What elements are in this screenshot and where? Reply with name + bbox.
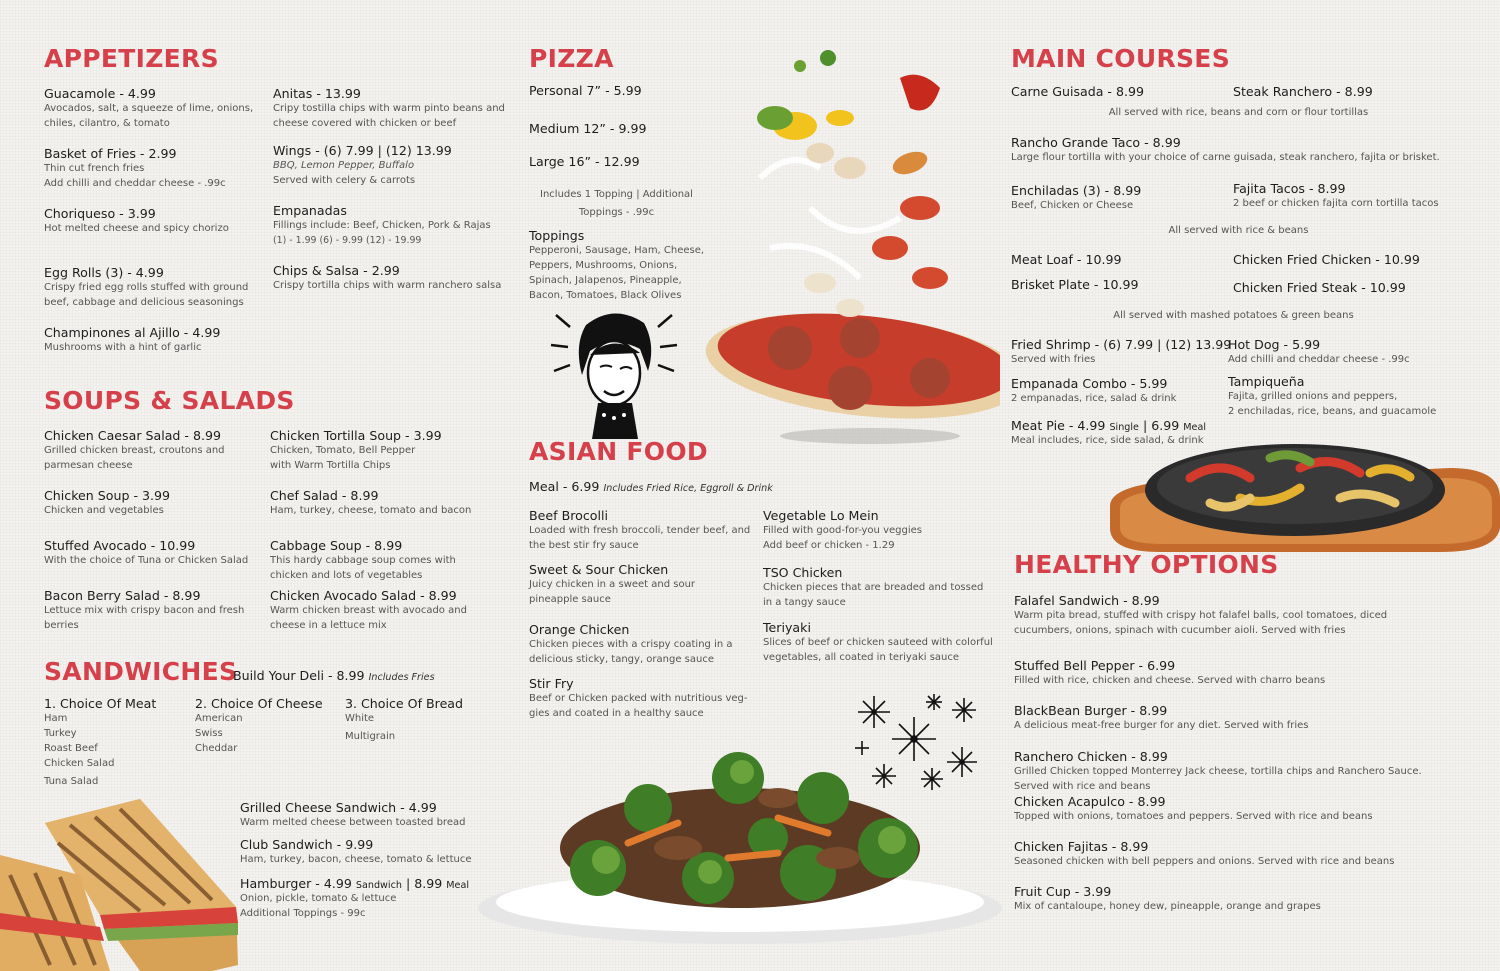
menu-item-chicken-fried-chicken: Chicken Fried Chicken - 10.99 bbox=[1233, 252, 1420, 267]
item-desc: Juicy chicken in a sweet and sour pineapple sauce bbox=[529, 579, 696, 605]
item-desc: This hardy cabbage soup comes with chicken and lots of vegetables bbox=[270, 555, 456, 581]
item-desc: Beef or Chicken packed with nutritious veg- gies and coated in a healthy sauce bbox=[529, 693, 748, 719]
pizza-size-personal: Personal 7” - 5.99 bbox=[529, 83, 642, 98]
menu-item-meat-loaf: Meat Loaf - 10.99 bbox=[1011, 252, 1122, 267]
menu-item-cabbage-soup bbox=[270, 538, 470, 583]
menu-item-chef-salad bbox=[270, 488, 505, 518]
main-courses-heading: MAIN COURSES bbox=[1011, 44, 1230, 73]
item-name: Fajita Tacos - 8.99 bbox=[1233, 181, 1346, 196]
list-item: Tuna Salad bbox=[44, 776, 99, 787]
price-sandwich: Hamburger - 4.99 bbox=[240, 876, 352, 891]
choice-title: 2. Choice Of Cheese bbox=[195, 696, 323, 711]
menu-item-ranchero-chicken bbox=[1014, 749, 1454, 794]
menu-item-stir-fry bbox=[529, 676, 749, 721]
menu-item-carne-guisada: Carne Guisada - 8.99 bbox=[1011, 84, 1145, 99]
pizza-heading: PIZZA bbox=[529, 44, 614, 73]
menu-item-steak-ranchero: Steak Ranchero - 8.99 bbox=[1233, 84, 1373, 99]
menu-item-chicken-soup bbox=[44, 488, 249, 518]
size-label: Sandwich bbox=[355, 880, 402, 891]
item-name: Fruit Cup - 3.99 bbox=[1014, 884, 1112, 899]
meal-note: Includes Fried Rice, Eggroll & Drink bbox=[603, 483, 773, 494]
menu-item-egg-rolls bbox=[44, 265, 254, 310]
item-desc: Grilled chicken breast, croutons and parmesan cheese bbox=[44, 445, 225, 471]
menu-item-tampiquena bbox=[1228, 374, 1468, 419]
item-name: Champinones al Ajillo - 4.99 bbox=[44, 325, 221, 340]
meal-price: Meal - 6.99 bbox=[529, 479, 600, 494]
item-prices: (1) - 1.99 (6) - 9.99 (12) - 19.99 bbox=[273, 235, 422, 246]
item-name: Bacon Berry Salad - 8.99 bbox=[44, 588, 201, 603]
item-desc: Mushrooms with a hint of garlic bbox=[44, 342, 202, 353]
item-desc: Chicken pieces with a crispy coating in a delicious sticky, tangy, orange sauce bbox=[529, 639, 733, 665]
appetizers-heading: APPETIZERS bbox=[44, 44, 219, 73]
item-desc: Served with rice and beans bbox=[1014, 781, 1151, 792]
item-desc: Lettuce mix with crispy bacon and fresh berries bbox=[44, 605, 245, 631]
menu-item-empanadas bbox=[273, 203, 505, 248]
served-note: All served with rice & beans bbox=[1168, 225, 1309, 236]
item-name: Egg Rolls (3) - 4.99 bbox=[44, 265, 164, 280]
menu-item-caesar-salad bbox=[44, 428, 249, 473]
item-desc: Add chilli and cheddar cheese - .99c bbox=[44, 178, 226, 189]
menu-item-lo-mein bbox=[763, 508, 998, 553]
item-name: Chef Salad - 8.99 bbox=[270, 488, 379, 503]
item-name: Guacamole - 4.99 bbox=[44, 86, 156, 101]
menu-item-rancho-grande-taco bbox=[1011, 135, 1471, 165]
menu-item-chicken-fried-steak: Chicken Fried Steak - 10.99 bbox=[1233, 280, 1406, 295]
pizza-topping-note: Includes 1 Topping | Additional bbox=[540, 189, 693, 200]
item-name bbox=[240, 876, 500, 891]
item-name: Sweet & Sour Chicken bbox=[529, 562, 669, 577]
item-desc: Slices of beef or chicken sauteed with colorful vegetables, all coated in teriyaki sauce bbox=[763, 637, 993, 663]
sandwiches-heading: SANDWICHES bbox=[44, 657, 238, 686]
item-name: Choriqueso - 3.99 bbox=[44, 206, 156, 221]
item-name: Hot Dog - 5.99 bbox=[1228, 337, 1321, 352]
list-item: Ham bbox=[44, 713, 68, 724]
menu-item-chips-salsa bbox=[273, 263, 505, 293]
build-your-deli bbox=[233, 668, 435, 683]
choice-title: 1. Choice Of Meat bbox=[44, 696, 157, 711]
menu-item-choriqueso bbox=[44, 206, 254, 236]
served-note: All served with rice, beans and corn or flour tortillas bbox=[1108, 107, 1369, 118]
item-name: Chicken Tortilla Soup - 3.99 bbox=[270, 428, 442, 443]
menu-item-teriyaki bbox=[763, 620, 995, 665]
item-desc: Crispy tortilla chips with warm ranchero salsa bbox=[273, 280, 502, 291]
menu-item-chicken-avocado-salad bbox=[270, 588, 475, 633]
item-name: Stir Fry bbox=[529, 676, 574, 691]
item-desc: Grilled Chicken topped Monterrey Jack cheese, tortilla chips and Ranchero Sauce. bbox=[1014, 766, 1422, 777]
toppings-title: Toppings bbox=[529, 228, 585, 243]
item-name: Rancho Grande Taco - 8.99 bbox=[1011, 135, 1181, 150]
price-meal: | 8.99 bbox=[405, 876, 443, 891]
item-name: Chips & Salsa - 2.99 bbox=[273, 263, 400, 278]
menu-item-fries bbox=[44, 146, 254, 191]
item-desc: Crispy fried egg rolls stuffed with ground beef, cabbage and delicious seasonings bbox=[44, 282, 249, 308]
choice-of-meat bbox=[44, 696, 156, 789]
healthy-options-heading: HEALTHY OPTIONS bbox=[1014, 550, 1279, 579]
size-label: Meal bbox=[1183, 422, 1207, 433]
menu-item-hot-dog bbox=[1228, 337, 1463, 367]
menu-item-club-sandwich bbox=[240, 837, 500, 867]
list-item: White bbox=[345, 713, 375, 724]
item-desc: A delicious meat-free burger for any diet. Served with fries bbox=[1014, 720, 1309, 731]
list-item: Cheddar bbox=[195, 743, 238, 754]
item-name: Empanada Combo - 5.99 bbox=[1011, 376, 1168, 391]
item-desc: Served with celery & carrots bbox=[273, 175, 416, 186]
item-desc: Add beef or chicken - 1.29 bbox=[763, 540, 895, 551]
pizza-size-medium: Medium 12” - 9.99 bbox=[529, 121, 647, 136]
item-desc: Warm pita bread, stuffed with crispy hot falafel balls, cool tomatoes, diced cucumbers, onions, spinach with cucumber aioli. Served with fries bbox=[1014, 610, 1388, 636]
item-desc: Thin cut french fries bbox=[44, 163, 145, 174]
item-desc: Fajita, grilled onions and peppers, bbox=[1228, 391, 1398, 402]
size-label: Single bbox=[1109, 422, 1139, 433]
menu-item-fruit-cup bbox=[1014, 884, 1454, 914]
toppings-list: Pepperoni, Sausage, Ham, Cheese, Peppers, Mushrooms, Onions, Spinach, Jalapenos, Pineapple, Bacon, Tomatoes, Black Olives bbox=[529, 245, 705, 301]
item-name: Teriyaki bbox=[763, 620, 811, 635]
list-item: Multigrain bbox=[345, 731, 396, 742]
item-desc: Large flour tortilla with your choice of carne guisada, steak ranchero, fajita or brisket. bbox=[1011, 152, 1440, 163]
menu-item-stuffed-bell-pepper bbox=[1014, 658, 1454, 688]
item-desc: Seasoned chicken with bell peppers and onions. Served with rice and beans bbox=[1014, 856, 1395, 867]
price-single: Meat Pie - 4.99 bbox=[1011, 418, 1106, 433]
menu-item-sweet-sour-chicken bbox=[529, 562, 729, 607]
list-item: Turkey bbox=[44, 728, 77, 739]
item-desc: Loaded with fresh broccoli, tender beef, and the best stir fry sauce bbox=[529, 525, 751, 551]
item-desc: 2 empanadas, rice, salad & drink bbox=[1011, 393, 1177, 404]
item-name: Grilled Cheese Sandwich - 4.99 bbox=[240, 800, 437, 815]
item-name: Tampiqueña bbox=[1228, 374, 1305, 389]
item-name: Chicken Avocado Salad - 8.99 bbox=[270, 588, 457, 603]
deli-price: Build Your Deli - 8.99 bbox=[233, 668, 365, 683]
list-item: Swiss bbox=[195, 728, 223, 739]
item-desc: Chicken, Tomato, Bell Pepper bbox=[270, 445, 416, 456]
menu-item-guacamole bbox=[44, 86, 254, 131]
item-desc: Hot melted cheese and spicy chorizo bbox=[44, 223, 229, 234]
item-name: Chicken Caesar Salad - 8.99 bbox=[44, 428, 222, 443]
size-label: Meal bbox=[446, 880, 469, 891]
item-desc: Add chilli and cheddar cheese - .99c bbox=[1228, 354, 1410, 365]
item-desc: Filled with rice, chicken and cheese. Served with charro beans bbox=[1014, 675, 1326, 686]
item-name: Enchiladas (3) - 8.99 bbox=[1011, 183, 1142, 198]
menu-item-beef-brocolli bbox=[529, 508, 751, 553]
beef-broccoli-image bbox=[478, 738, 1003, 948]
item-desc: Filled with good-for-you veggies bbox=[763, 525, 922, 536]
menu-item-falafel-sandwich bbox=[1014, 593, 1444, 638]
menu-item-blackbean-burger bbox=[1014, 703, 1454, 733]
pizza-image bbox=[700, 48, 1000, 448]
item-desc: Onion, pickle, tomato & lettuce bbox=[240, 893, 397, 904]
item-desc: Additional Toppings - 99c bbox=[240, 908, 366, 919]
item-name: Club Sandwich - 9.99 bbox=[240, 837, 374, 852]
item-name: Vegetable Lo Mein bbox=[763, 508, 879, 523]
item-desc: Meal includes, rice, side salad, & drink bbox=[1011, 435, 1204, 446]
choice-title: 3. Choice Of Bread bbox=[345, 696, 464, 711]
pizza-topping-note: Toppings - .99c bbox=[578, 207, 655, 218]
item-desc: With the choice of Tuna or Chicken Salad bbox=[44, 555, 249, 566]
item-desc: Fillings include: Beef, Chicken, Pork & Rajas bbox=[273, 220, 491, 231]
menu-item-anitas bbox=[273, 86, 505, 131]
item-name: TSO Chicken bbox=[763, 565, 843, 580]
item-name: Chicken Fajitas - 8.99 bbox=[1014, 839, 1149, 854]
item-desc: Served with fries bbox=[1011, 354, 1096, 365]
item-desc: Cripy tostilla chips with warm pinto beans and cheese covered with chicken or beef bbox=[273, 103, 505, 129]
menu-item-tso-chicken bbox=[763, 565, 995, 610]
pizza-size-large: Large 16” - 12.99 bbox=[529, 154, 640, 169]
item-desc: Chicken and vegetables bbox=[44, 505, 164, 516]
menu-item-chicken-fajitas bbox=[1014, 839, 1454, 869]
item-name: Chicken Acapulco - 8.99 bbox=[1014, 794, 1166, 809]
menu-item-stuffed-avocado bbox=[44, 538, 259, 568]
menu-item-hamburger bbox=[240, 876, 500, 921]
item-name: Fried Shrimp - (6) 7.99 | (12) 13.99 bbox=[1011, 337, 1232, 352]
item-name: Stuffed Avocado - 10.99 bbox=[44, 538, 196, 553]
item-desc: Ham, turkey, bacon, cheese, tomato & lettuce bbox=[240, 854, 472, 865]
menu-item-tortilla-soup bbox=[270, 428, 505, 473]
item-desc: Warm melted cheese between toasted bread bbox=[240, 817, 466, 828]
item-name: Chicken Soup - 3.99 bbox=[44, 488, 171, 503]
soups-salads-heading: SOUPS & SALADS bbox=[44, 386, 295, 415]
item-desc: 2 beef or chicken fajita corn tortilla tacos bbox=[1233, 198, 1439, 209]
list-item: Chicken Salad bbox=[44, 758, 115, 769]
choice-of-cheese bbox=[195, 696, 323, 756]
served-note: All served with mashed potatoes & green beans bbox=[1113, 310, 1354, 321]
item-desc: Topped with onions, tomatoes and peppers. Served with rice and beans bbox=[1014, 811, 1373, 822]
menu-item-grilled-cheese bbox=[240, 800, 500, 830]
list-item: Roast Beef bbox=[44, 743, 98, 754]
item-desc: Mix of cantaloupe, honey dew, pineapple, orange and grapes bbox=[1014, 901, 1321, 912]
menu-item-enchiladas bbox=[1011, 183, 1221, 213]
retro-woman-image bbox=[548, 305, 680, 440]
item-flavors: BBQ, Lemon Pepper, Buffalo bbox=[273, 160, 415, 171]
price-meal: | 6.99 bbox=[1142, 418, 1180, 433]
asian-meal bbox=[529, 479, 773, 494]
item-name: Basket of Fries - 2.99 bbox=[44, 146, 177, 161]
item-desc: Beef, Chicken or Cheese bbox=[1011, 200, 1134, 211]
item-name: Anitas - 13.99 bbox=[273, 86, 361, 101]
menu-item-empanada-combo bbox=[1011, 376, 1221, 406]
menu-item-orange-chicken bbox=[529, 622, 741, 667]
item-desc: Ham, turkey, cheese, tomato and bacon bbox=[270, 505, 472, 516]
choice-of-bread bbox=[345, 696, 463, 744]
grilled-sandwich-image bbox=[0, 795, 240, 971]
item-name: Orange Chicken bbox=[529, 622, 630, 637]
deli-note: Includes Fries bbox=[368, 672, 435, 683]
item-desc: Chicken pieces that are breaded and tossed in a tangy sauce bbox=[763, 582, 984, 608]
item-name: BlackBean Burger - 8.99 bbox=[1014, 703, 1168, 718]
item-name: Ranchero Chicken - 8.99 bbox=[1014, 749, 1168, 764]
item-name: Cabbage Soup - 8.99 bbox=[270, 538, 403, 553]
item-name: Empanadas bbox=[273, 203, 347, 218]
asian-food-heading: ASIAN FOOD bbox=[529, 437, 708, 466]
item-name: Beef Brocolli bbox=[529, 508, 608, 523]
pizza-toppings bbox=[529, 228, 707, 303]
item-desc: 2 enchiladas, rice, beans, and guacamole bbox=[1228, 406, 1437, 417]
item-name: Stuffed Bell Pepper - 6.99 bbox=[1014, 658, 1176, 673]
menu-item-champinones bbox=[44, 325, 254, 355]
item-desc: Avocados, salt, a squeeze of lime, onions, chiles, cilantro, & tomato bbox=[44, 103, 254, 129]
fajita-skillet-image bbox=[1100, 428, 1500, 556]
menu-item-brisket-plate: Brisket Plate - 10.99 bbox=[1011, 277, 1139, 292]
menu-item-bacon-berry-salad bbox=[44, 588, 254, 633]
menu-item-fajita-tacos bbox=[1233, 181, 1473, 211]
menu-item-wings bbox=[273, 143, 505, 188]
item-desc: Warm chicken breast with avocado and cheese in a lettuce mix bbox=[270, 605, 467, 631]
menu-item-fried-shrimp bbox=[1011, 337, 1232, 367]
menu-item-chicken-acapulco bbox=[1014, 794, 1454, 824]
item-name: Falafel Sandwich - 8.99 bbox=[1014, 593, 1160, 608]
list-item: American bbox=[195, 713, 243, 724]
item-desc: with Warm Tortilla Chips bbox=[270, 460, 391, 471]
item-name: Wings - (6) 7.99 | (12) 13.99 bbox=[273, 143, 452, 158]
